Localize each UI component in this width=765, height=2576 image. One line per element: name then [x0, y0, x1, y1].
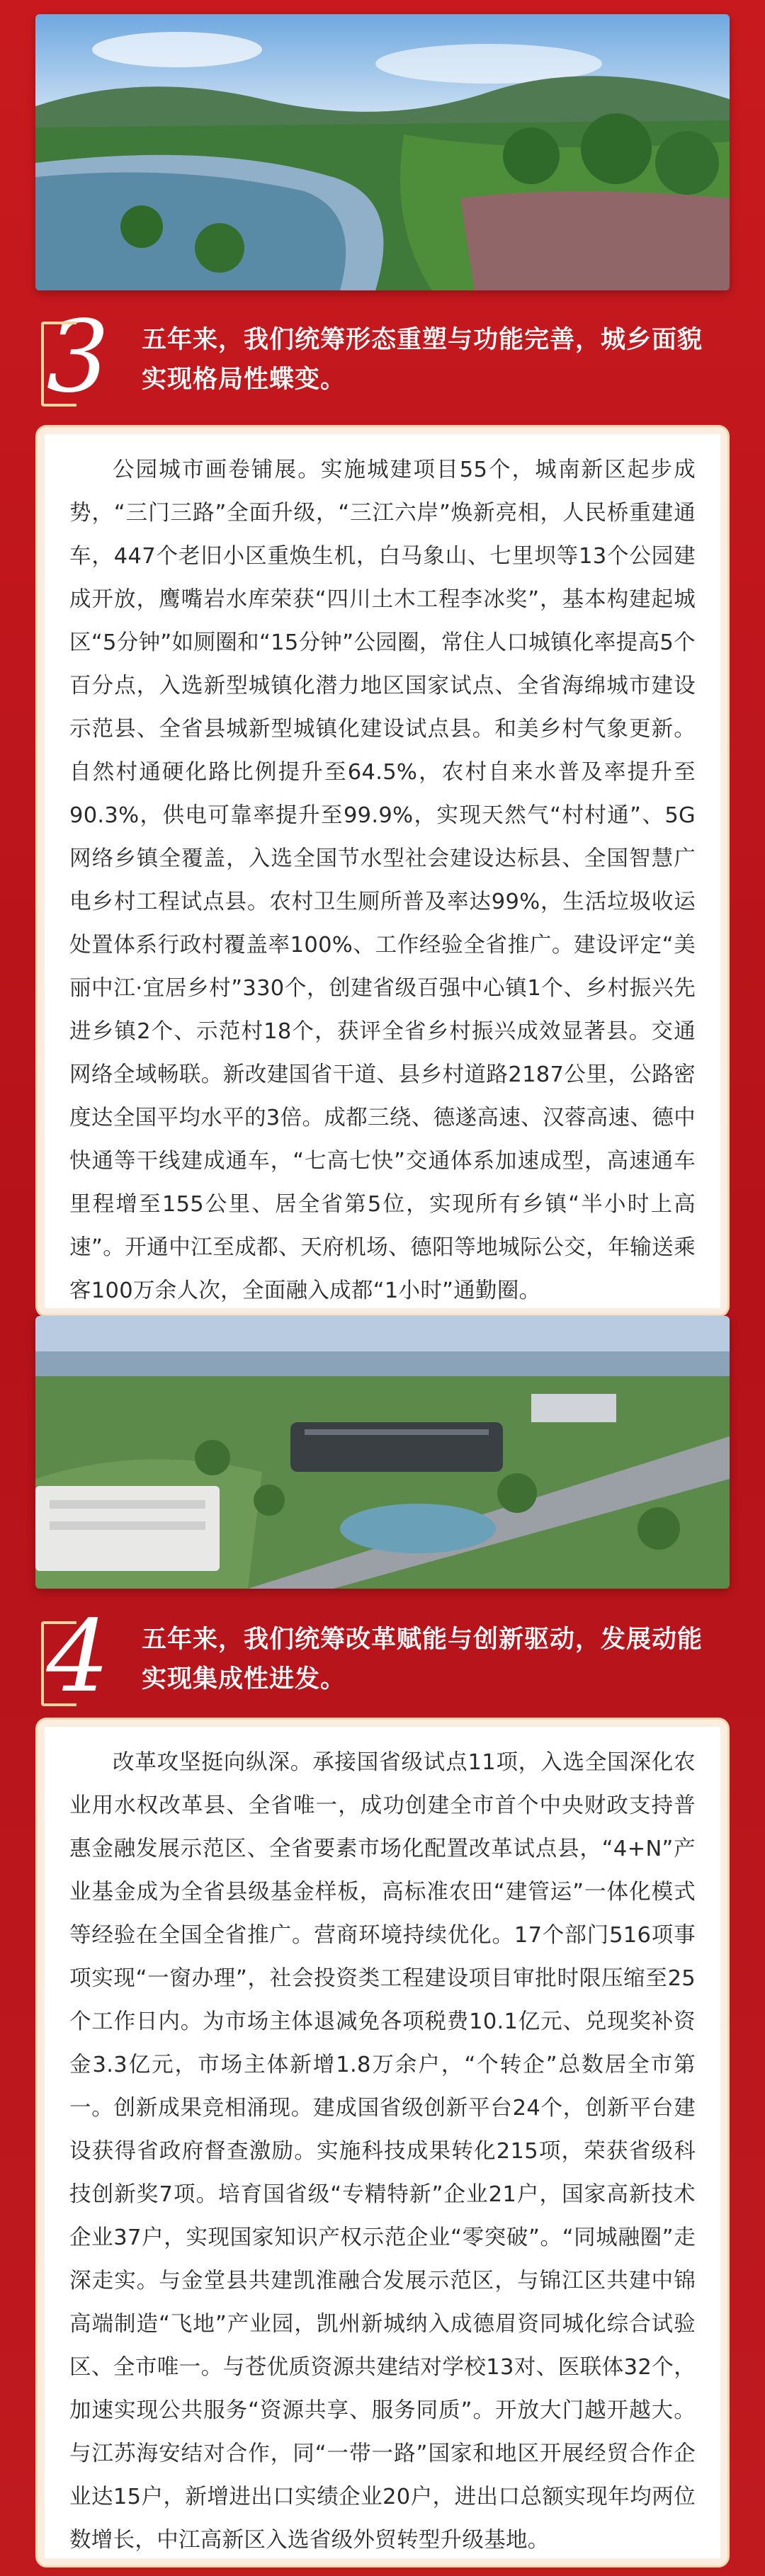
section-body-text: 改革攻坚挺向纵深。承接国省级试点11项，入选全国深化农业用水权改革县、全省唯一，成功创建全市首个中央财政支持普惠金融发展示范区、全省要素市场化配置改革试点县，“4+N”产业基金成为全省县级基金样板，高标准农田“建管运”一体化模式等经验在全国全省推广。营商环境持续优化。17个部门516项事项实现“一窗办理”，社会投资类工程建设项目审批时限压缩至25个工作日内。为市场主体退减免各项税费10.1亿元、兑现奖补资金3.3亿元，市场主体新增1.8万余户，“个转企”总数居全市第一。创新成果竞相涌现。建成国省级创新平台24个，创新平台建设获得省政府督查激励。实施科技成果转化215项，荣获省级科技创新奖7项。培育国省级“专精特新”企业21户，国家高新技术企业37户，实现国家知识产权示范企业“零突破”。“同城融圈”走深走实。与金堂县共建凯淮融合发展示范区，与锦江区共建中锦高端制造“飞地”产业园，凯州新城纳入成德眉资同城化综合试验区、全市唯一。与苍优质资源共建结对学校13对、医联体32个，加速实现公共服务“资源共享、服务同质”。开放大门越开越大。与江苏海安结对合作，同“一带一路”国家和地区开展经贸合作企业达15户，新增进出口实绩企业20户，进出口总额实现年均两位数增长，中江高新区入选省级外贸转型升级基地。 [69, 1750, 696, 2553]
section-numeral: 3 [35, 305, 120, 411]
city-aerial-photo-icon [35, 1316, 730, 1589]
section-heading-4 [35, 1599, 730, 1715]
landscape-photo-icon [35, 14, 730, 290]
section-body-card [35, 425, 730, 1317]
section-title: 五年来，我们统筹改革赋能与创新驱动，发展动能实现集成性进发。 [142, 1625, 703, 1693]
section-numeral: 4 [35, 1604, 120, 1710]
section-title: 五年来，我们统筹形态重塑与功能完善，城乡面貌实现格局性蝶变。 [142, 326, 703, 394]
section-body-card [35, 1718, 730, 2568]
section-body-text: 公园城市画卷铺展。实施城建项目55个，城南新区起步成势，“三门三路”全面升级，“三江六岸”焕新亮相，人民桥重建通车，447个老旧小区重焕生机，白马象山、七里坝等13个公园建成开放，鹰嘴岩水库荣获“四川土木工程李冰奖”，基本构建起城区“5分钟”如厕圈和“15分钟”公园圈，常住人口城镇化率提高5个百分点，入选新型城镇化潜力地区国家试点、全省海绵城市建设示范县、全省县城新型城镇化建设试点县。和美乡村气象更新。自然村通硬化路比例提升至64.5%，农村自来水普及率提升至90.3%，供电可靠率提升至99.9%，实现天然气“村村通”、5G网络乡镇全覆盖，入选全国节水型社会建设达标县、全国智慧广电乡村工程试点县。农村卫生厕所普及率达99%，生活垃圾收运处置体系行政村覆盖率100%、工作经验全省推广。建设评定“美丽中江·宜居乡村”330个，创建省级百强中心镇1个、乡村振兴先进乡镇2个、示范村18个，获评全省乡村振兴成效显著县。交通网络全域畅联。新改建国省干道、县乡村道路2187公里，公路密度达全国平均水平的3倍。成都三绕、德遂高速、汉蓉高速、德中快通等干线建成通车，“七高七快”交通体系加速成型，高速通车里程增至155公里、居全省第5位，实现所有乡镇“半小时上高速”。开通中江至成都、天府机场、德阳等地城际公交，年输送乘客100万余人次，全面融入成都“1小时”通勤圈。 [69, 458, 696, 1303]
section-heading-3 [35, 300, 730, 415]
